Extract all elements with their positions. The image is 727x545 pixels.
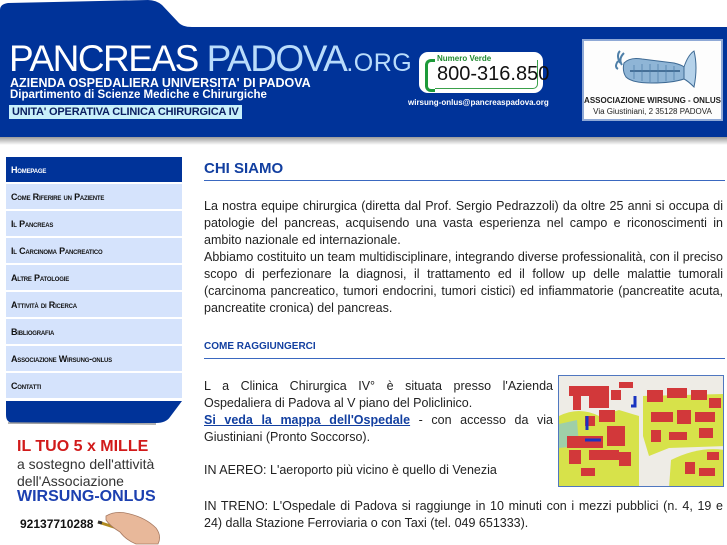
about-paragraph-1: La nostra equipe chirurgica (diretta dal Prof. Sergio Pedrazzoli) da oltre 25 anni si occupa di patologie del pancreas, acquisendo una vasta esperienza nel campo e riconoscimenti in ambito nazionale ed internazionale. [204, 199, 723, 247]
section-title-directions: COME RAGGIUNGERCI [204, 341, 316, 352]
toll-free-label: Numero Verde [437, 54, 492, 63]
title-divider [204, 180, 725, 181]
five-per-mille-banner[interactable] [0, 430, 190, 545]
association-name: ASSOCIAZIONE WIRSUNG - ONLUS [584, 96, 721, 105]
section-divider [204, 358, 725, 359]
about-paragraph-2: Abbiamo costituito un team multidisciplinare, integrando diverse professionalità, con il preciso scopo di perfezionare la diagnosi, il trattamento ed il follow up delle malattie tumorali (carcinoma pancreatico, tumori endocrini, tumori cistici) ed infiammatorie (pancreatite acuta, pancreatite cronica) del pancreas. [204, 250, 723, 315]
promo-line2: a sostegno dell'attività [17, 456, 155, 472]
department-name: Dipartimento di Scienze Mediche e Chirurgiche [10, 89, 267, 101]
hospital-map-image[interactable] [558, 375, 724, 487]
sidebar-nav [6, 157, 182, 400]
nav-item-il-pancreas[interactable]: Il Pancreas [6, 211, 182, 236]
phone-icon [425, 59, 435, 92]
hospital-name: AZIENDA OSPEDALIERA UNIVERSITA' DI PADOVA [10, 76, 311, 90]
location-text [204, 378, 553, 446]
header-shadow [0, 137, 727, 145]
promo-line3: dell'Associazione [17, 473, 124, 489]
association-address: Via Giustiniani, 2 35128 PADOVA [593, 107, 712, 116]
writing-hand-icon [96, 510, 166, 545]
nav-item-altre-patologie[interactable]: Altre Patologie [6, 265, 182, 290]
promo-tax-code: 92137710288 [20, 517, 94, 531]
toll-free-number-badge[interactable] [419, 52, 550, 93]
by-plane-info: IN AEREO: L'aeroporto più vicino è quello di Venezia [204, 463, 497, 477]
logo-part-padova: PADOVA [206, 38, 347, 79]
site-header [0, 0, 727, 140]
promo-association: WIRSUNG-ONLUS [17, 488, 156, 505]
contact-email-link[interactable]: wirsung-onlus@pancreaspadova.org [408, 98, 549, 107]
nav-item-attivita-di-ricerca[interactable]: Attività di Ricerca [6, 292, 182, 317]
map-icon [559, 376, 724, 487]
pancreas-illustration-icon [612, 49, 700, 89]
nav-item-homepage[interactable]: Homepage [6, 157, 182, 182]
association-logo[interactable] [582, 39, 723, 121]
by-train-info: IN TRENO: L'Ospedale di Padova si raggiunge in 10 minuti con i mezzi pubblici (n. 4, 19 e 24) dalla Stazione Ferroviaria o con Taxi (tel. 049 651333). [204, 499, 723, 530]
nav-bottom-decoration [6, 401, 182, 425]
toll-free-number: 800-316.850 [437, 63, 550, 85]
nav-item-contatti[interactable]: Contatti [6, 373, 182, 398]
unit-badge: UNITA' OPERATIVA CLINICA CHIRURGICA IV [9, 105, 242, 119]
nav-item-il-carcinoma-pancreatico[interactable]: Il Carcinoma Pancreatico [6, 238, 182, 263]
about-text [204, 198, 723, 317]
nav-item-bibliografia[interactable]: Bibliografia [6, 319, 182, 344]
nav-item-come-riferire-un-paziente[interactable]: Come Riferire un Paziente [6, 184, 182, 209]
promo-headline: IL TUO 5 x MILLE [17, 438, 149, 455]
page-title: CHI SIAMO [204, 160, 284, 177]
logo-part-org: .ORG [346, 49, 413, 77]
hospital-map-link[interactable]: Si veda la mappa dell'Ospedale [204, 413, 411, 427]
map-link-suffix: - con accesso da via Giustiniani (Pronto Soccorso). [204, 413, 554, 444]
logo-part-pancreas: PANCREAS [9, 38, 198, 79]
nav-item-associazione-wirsung-onlus[interactable]: Associazione Wirsung-onlus [6, 346, 182, 371]
location-description: L a Clinica Chirurgica IV° è situata presso l'Azienda Ospedaliera di Padova al V piano del Policlinico. [204, 379, 553, 410]
